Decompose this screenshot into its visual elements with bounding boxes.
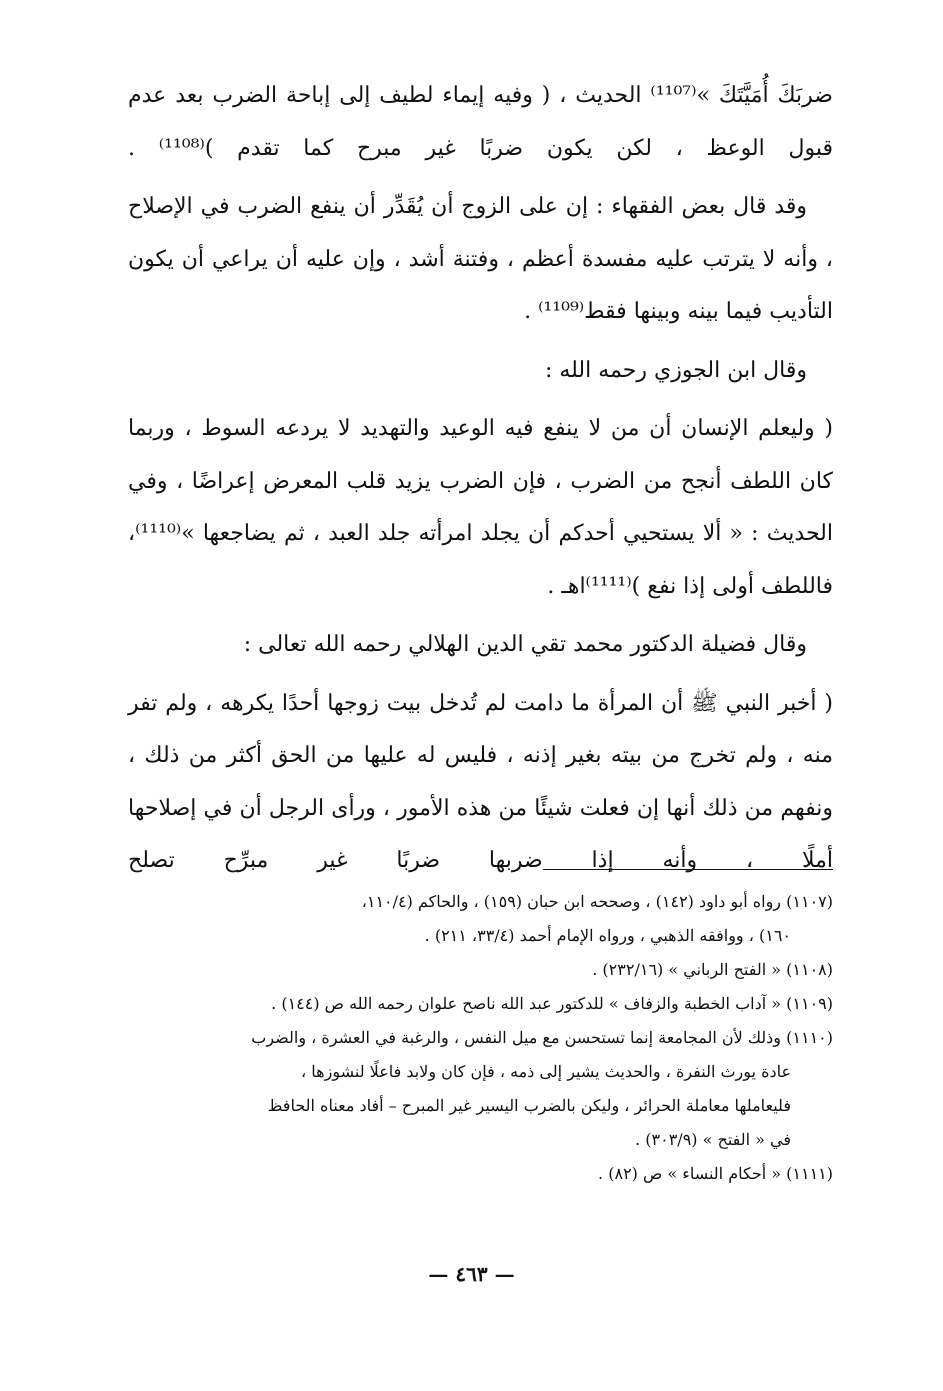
footnote-1107 <box>128 885 833 953</box>
paragraph-1: ضربَكَ أُمَيَّتَكَ »⁽¹¹⁰⁷⁾ الحديث ، ( وفيه إيماء لطيف إلى إباحة الضرب بعد عدم قبول الوعظ ، لكن يكون ضربًا غير مبرح كما تقدم )⁽¹¹⁰⁸⁾ . <box>128 83 833 161</box>
footnote-line: فليعاملها معاملة الحرائر ، وليكن بالضرب اليسير غير المبرح – أفاد معناه الحافظ <box>267 1096 791 1115</box>
footnote-1110 <box>128 1021 833 1157</box>
footnote-1108 <box>128 953 833 987</box>
footnote-line: ١٦٠) ، ووافقه الذهبي ، ورواه الإمام أحمد (٣٣/٤، ٢١١) . <box>424 926 791 945</box>
footnote-line: رواه أبو داود (١٤٢) ، وصححه ابن حبان (١٥٩) ، والحاكم (١١٠/٤، <box>361 892 782 911</box>
footnote-line: في « الفتح » (٣٠٣/٩) . <box>635 1130 791 1149</box>
footnote-1111 <box>128 1157 833 1191</box>
footnote-number: (١١١١) <box>786 1164 833 1183</box>
paragraph-4: ( وليعلم الإنسان أن من لا ينفع فيه الوعيد والتهديد لا يردعه السوط ، وربما كان اللطف أنجح من الضرب ، فإن الضرب يزيد قلب المعرض إعراضًا ، وفي الحديث : « ألا يستحيي أحدكم أن يجلد امرأته جلد العبد ، ثم يضاجعها »⁽¹¹¹⁰⁾، فاللطف أولى إذا نفع )⁽¹¹¹¹⁾اهـ . <box>128 416 833 599</box>
page-number: — ٤٦٣ — <box>428 1262 515 1286</box>
paragraph-3: وقال ابن الجوزي رحمه الله : <box>544 357 807 383</box>
footnote-line: « الفتح الرباني » (٢٣٢/١٦) . <box>592 960 782 979</box>
paragraph-6: ( أخبر النبي ﷺ أن المرأة ما دامت لم تُدخل بيت زوجها أحدًا يكرهه ، ولم تفر منه ، ولم تخرج من بيته بغير إذنه ، فليس له عليها من الحق أكثر من ذلك ، ونفهم من ذلك أنها إن فعلت شيئًا من هذه الأمور ، ورأى الرجل أن في إصلاحها أملًا ، وأنه إذا ضربها ضربًا غير مبرِّح تصلح <box>128 690 833 873</box>
footnote-number: (١١١٠) <box>786 1028 833 1047</box>
paragraph-5: وقال فضيلة الدكتور محمد تقي الدين الهلالي رحمه الله تعالى : <box>243 632 807 657</box>
footnotes <box>128 885 833 1191</box>
footnote-line: « أحكام النساء » ص (٨٢) . <box>598 1164 782 1183</box>
footnote-line: عادة يورث النفرة ، والحديث يشير إلى ذمه ، فإن كان ولابد فاعلًا لنشوزها ، <box>301 1062 791 1081</box>
paragraph-2: وقد قال بعض الفقهاء : إن على الزوج أن يُقَدِّر أن ينفع الضرب في الإصلاح ، وأنه لا يترتب عليه مفسدة أعظم ، وفتنة أشد ، وإن عليه أن يراعي أن يكون التأديب فيما بينه وبينها فقط⁽¹¹⁰⁹⁾ . <box>128 194 833 324</box>
footnote-line: وذلك لأن المجامعة إنما تستحسن مع ميل النفس ، والرغبة في العشرة ، والضرب <box>251 1028 782 1047</box>
footnote-number: (١١٠٩) <box>786 994 833 1013</box>
footnote-number: (١١٠٧) <box>786 892 833 911</box>
footnote-number: (١١٠٨) <box>786 960 833 979</box>
main-text <box>128 70 833 888</box>
footnote-1109 <box>128 987 833 1021</box>
footnote-line: « آداب الخطبة والزفاف » للدكتور عبد الله ناصح علوان رحمه الله ص (١٤٤) . <box>271 994 782 1013</box>
footnote-divider <box>543 869 833 870</box>
